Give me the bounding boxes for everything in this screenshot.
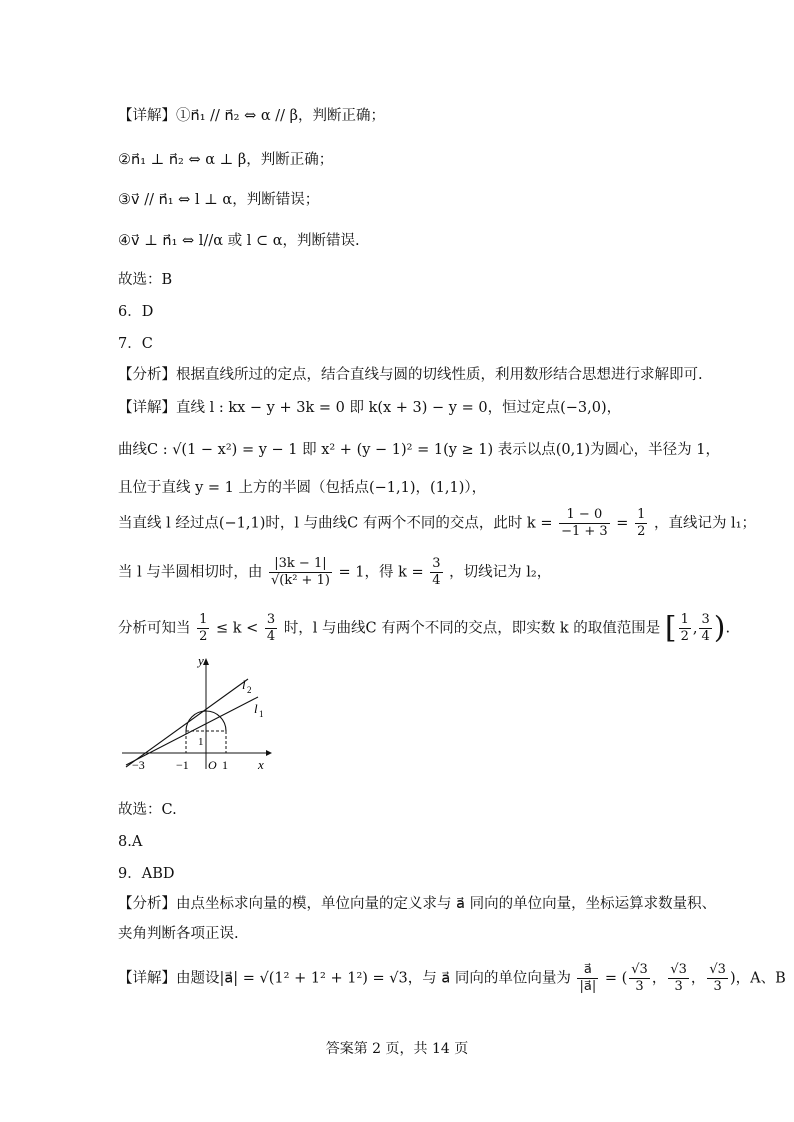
y-axis-arrow <box>203 658 209 665</box>
coordinate-figure <box>118 655 278 773</box>
line-detail-7-1: 【详解】直线 l : kx − y + 3k = 0 即 k(x + 3) − y = 0，恒过定点(−3,0)， <box>118 400 622 416</box>
fraction-lower-bound: $\frac{1}{2}$ <box>199 612 208 644</box>
text-segment: 【详解】由题设|a⃗| = √(1² + 1² + 1²) = √3，与 a⃗ 同向的单位向量为 <box>118 970 571 987</box>
line-l1 <box>126 697 258 765</box>
fraction-sqrt3-a: $\frac{√3}{3}$ <box>631 962 648 994</box>
line-analysis-9-2: 夹角判断各项正误. <box>118 926 239 942</box>
bracket-close: ) <box>713 610 726 646</box>
equals-sign: = <box>616 515 629 532</box>
line-detail-2: ②n⃗₁ ⊥ n⃗₂ ⇔ α ⊥ β，判断正确； <box>118 152 334 168</box>
line-detail-7-6: 分析可知当 $\frac{1}{2}$ ≤ k < $\frac{3}{4}$ 时，l 与曲线C 有两个不同的交点，即实数 k 的取值范围是 [ $\frac{1}{2}$ , $\frac{3}{4}$ ). <box>118 610 731 646</box>
line-answer-6: 6．D <box>118 304 154 320</box>
fraction-unit-vector: $\frac{a⃗}{|a⃗|}$ <box>579 962 597 994</box>
fraction-upper-bound: $\frac{3}{4}$ <box>266 612 276 644</box>
line-detail-4: ④v⃗ ⊥ n⃗₁ ⇔ l//α 或 l ⊂ α，判断错误. <box>118 233 360 249</box>
label-l1-sub: 1 <box>259 709 264 719</box>
line-detail-7-4 <box>118 507 756 540</box>
label-l2: l <box>242 677 246 692</box>
fraction-tangent: $\frac{|3k - 1|}{\text{√(k² + 1)}}$ <box>270 556 330 588</box>
fraction-k1: $\frac{1 - 0}{-1 + 3}$ <box>561 507 608 539</box>
text-segment: ，直线记为 l₁； <box>653 515 757 532</box>
line-detail-7-3: 且位于直线 y = 1 上方的半圆（包括点(−1,1)，(1,1)）， <box>118 480 487 496</box>
label-l2-sub: 2 <box>247 685 252 695</box>
line-detail-7-5 <box>118 556 551 589</box>
tick-origin: O <box>208 758 217 772</box>
line-choice-7: 故选：C. <box>118 802 177 818</box>
tick-y1: 1 <box>198 736 204 748</box>
line-analysis-9-1: 【分析】由点坐标求向量的模，单位向量的定义求与 a⃗ 同向的单位向量，坐标运算求数量积、 <box>118 896 717 912</box>
line-analysis-7: 【分析】根据直线所过的定点，结合直线与圆的切线性质，利用数形结合思想进行求解即可. <box>118 367 703 383</box>
text-segment: 当 l 与半圆相切时，由 <box>118 564 263 581</box>
tick-1: 1 <box>222 758 228 772</box>
range-fraction-1: $\frac{1}{2}$ <box>680 612 689 644</box>
line-detail-1: 【详解】①n⃗₁ // n⃗₂ ⇔ α // β，判断正确； <box>118 108 386 124</box>
line-detail-9 <box>118 962 786 995</box>
bracket-open: [ <box>664 610 677 646</box>
text-segment: ≤ k < <box>216 620 259 637</box>
line-answer-5: 故选：B <box>118 272 173 288</box>
line-detail-7-2: 曲线C : √(1 − x²) = y − 1 即 x² + (y − 1)² = 1(y ≥ 1) 表示以点(0,1)为圆心，半径为 1， <box>118 442 720 458</box>
text-segment: 分析可知当 <box>118 620 191 637</box>
fraction-k1-value: $\frac{1}{2}$ <box>637 507 646 539</box>
tick-neg3: −3 <box>132 758 145 772</box>
line-answer-7: 7．C <box>118 336 153 352</box>
text-segment: = ( <box>604 970 628 987</box>
range-fraction-2: $\frac{3}{4}$ <box>701 612 710 644</box>
text-segment: 时，l 与曲线C 有两个不同的交点，即实数 k 的取值范围是 <box>283 620 661 637</box>
label-x: x <box>258 757 264 772</box>
line-detail-3: ③v⃗ // n⃗₁ ⇔ l ⊥ α，判断错误； <box>118 192 320 208</box>
text-segment: ，切线记为 l₂， <box>449 564 552 581</box>
line-l2 <box>126 679 248 767</box>
line-answer-9: 9．ABD <box>118 866 175 882</box>
label-y: y <box>198 655 204 668</box>
fraction-k2: $\frac{3}{4}$ <box>432 556 441 588</box>
text-segment: ， <box>651 970 667 987</box>
text-segment: ， <box>690 970 706 987</box>
tick-neg1: −1 <box>176 758 189 772</box>
text-segment: 当直线 l 经过点(−1,1)时，l 与曲线C 有两个不同的交点，此时 k = <box>118 515 553 532</box>
page-footer: 答案第 2 页，共 14 页 <box>325 1041 469 1057</box>
text-segment: = 1，得 k = <box>338 564 424 581</box>
fraction-sqrt3-b: $\frac{√3}{3}$ <box>670 962 687 994</box>
text-segment: )，A、B <box>729 970 786 987</box>
line-answer-8: 8.A <box>118 834 143 850</box>
x-axis-arrow <box>266 750 272 756</box>
label-l1: l <box>254 701 258 716</box>
fraction-sqrt3-c: $\frac{√3}{3}$ <box>709 962 726 994</box>
